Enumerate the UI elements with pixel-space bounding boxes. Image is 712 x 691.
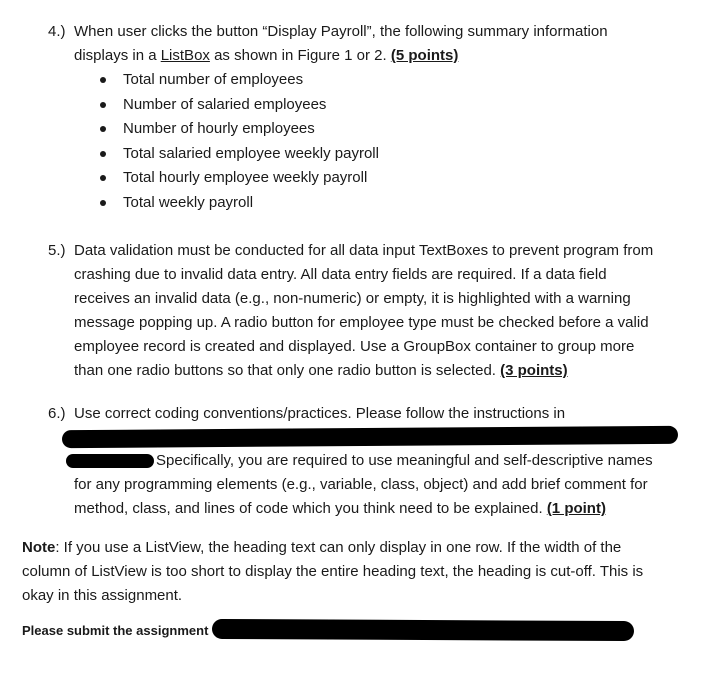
redaction-mark bbox=[62, 426, 678, 448]
bullet-text: Total number of employees bbox=[123, 71, 304, 88]
item-6-points: (1 point) bbox=[546, 500, 606, 517]
item-6-number: 6.) bbox=[48, 405, 66, 422]
redaction-mark bbox=[212, 619, 634, 641]
bullet-dot-icon bbox=[100, 175, 106, 181]
item-5-number: 5.) bbox=[48, 242, 66, 259]
item-4-points: (5 points) bbox=[390, 47, 459, 64]
item-4-number: 4.) bbox=[48, 23, 66, 40]
bullet-text: Total hourly employee weekly payroll bbox=[123, 169, 368, 186]
bullet-dot-icon bbox=[100, 102, 106, 108]
bullet-text: Total weekly payroll bbox=[123, 193, 254, 211]
item-5-points: (3 points) bbox=[500, 362, 568, 379]
bullet-dot-icon bbox=[100, 200, 106, 206]
redaction-mark bbox=[66, 454, 154, 468]
bullet-text: Number of hourly employees bbox=[123, 120, 315, 137]
bullet-text: Number of salaried employees bbox=[123, 95, 327, 113]
item-4-line-1: When user clicks the button “Display Payroll”, the following summary information bbox=[74, 23, 608, 40]
submit-text: Please submit the assignment bbox=[22, 623, 209, 638]
bullet-dot-icon bbox=[100, 77, 106, 83]
item-6-line-1: Use correct coding conventions/practices. Please follow the instructions in bbox=[74, 405, 566, 422]
bullet-dot-icon bbox=[100, 126, 106, 132]
note-label: Note bbox=[22, 539, 56, 556]
listbox-term: ListBox bbox=[160, 47, 210, 64]
bullet-text: Total salaried employee weekly payroll bbox=[123, 144, 379, 162]
item-5-line-1: Data validation must be conducted for all data input TextBoxes to prevent program from bbox=[74, 242, 654, 259]
bullet-dot-icon bbox=[100, 151, 106, 157]
